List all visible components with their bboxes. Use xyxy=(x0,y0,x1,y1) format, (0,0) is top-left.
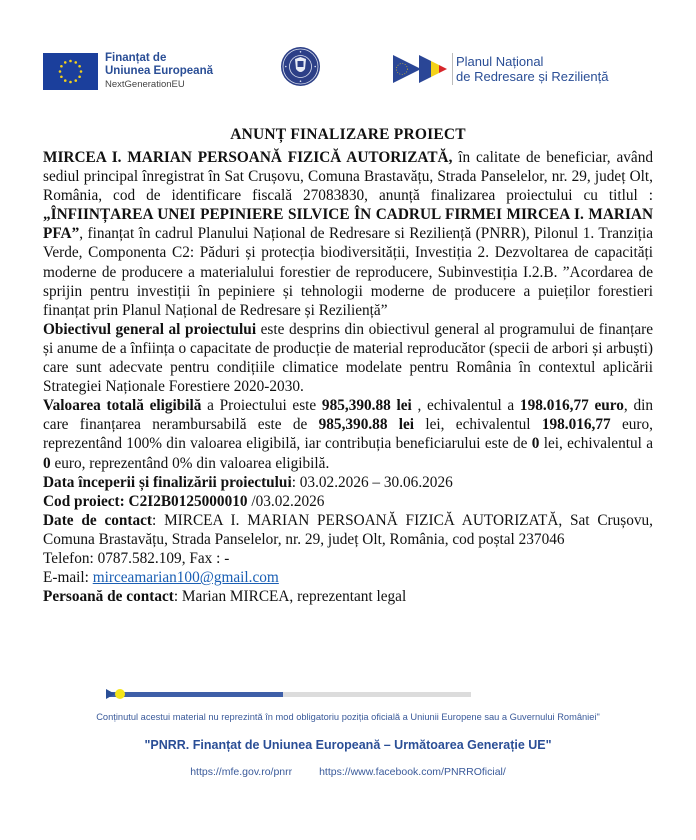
pnrr-logo xyxy=(393,53,608,85)
phone-line: Telefon: 0787.582.109, Fax : - xyxy=(43,549,230,567)
value-text: a Proiectului este xyxy=(201,397,322,415)
grant-value-lei: 985,390.88 lei xyxy=(318,416,415,434)
value-text: , echivalentul a xyxy=(411,397,520,415)
decorative-progress-bar xyxy=(108,692,471,697)
contribution-lei: 0 xyxy=(531,435,540,453)
eu-logo-text xyxy=(105,52,213,91)
objective-text: este desprins din obiectivul general al programului de finanțare și anume de a înființa o capacitate de producție de material reproducător (specii de arbori și arbuști) care sunt adecvate pentru condițiile climatice modelate pentru România în contextul aplicării Strategiei Naționale Forestiere 2020-2030. xyxy=(43,320,653,396)
contact-person-line xyxy=(43,587,653,606)
contact-person-value: : Marian MIRCEA, reprezentant legal xyxy=(173,588,407,606)
email-label: E-mail: xyxy=(43,569,93,587)
pnrr-logo-line2: de Redresare și Reziliență xyxy=(456,69,609,84)
facebook-link[interactable]: https://www.facebook.com/PNRROficial/ xyxy=(319,766,506,778)
value-label: Valoarea totală eligibilă xyxy=(43,397,202,415)
value-text: , din care finanțarea nerambursabilă este de xyxy=(43,397,653,434)
project-code-value: C2I2B0125000010 xyxy=(128,492,248,510)
eu-logo-line2: Uniunea Europeană xyxy=(105,65,213,77)
pnrr-logo-divider xyxy=(452,53,453,85)
guvernul-romaniei-seal-icon xyxy=(281,47,320,86)
contact-person-label: Persoană de contact xyxy=(43,588,174,606)
objective-paragraph xyxy=(43,320,653,396)
grant-value-euro: 198.016,77 xyxy=(541,416,611,434)
intro-text-1: în calitate de beneficiar, având sediul principal înregistrat în Sat Crușovu, Comuna Brastavățu, Strada Panselelor, nr. 29, județ Olt, România, cod de identificare fiscală 27083830, anunță finalizarea proiectului cu titlul : xyxy=(43,149,653,205)
value-text: lei, echivalentul a xyxy=(539,435,653,453)
dates-line xyxy=(43,473,653,492)
total-value-lei: 985,390.88 lei xyxy=(321,397,412,415)
contact-details xyxy=(43,511,653,549)
project-code-date: /03.02.2026 xyxy=(247,492,325,510)
mfe-link[interactable]: https://mfe.gov.ro/pnrr xyxy=(190,766,293,778)
value-text: euro, reprezentând 100% din valoarea eligibilă, iar contribuția beneficiarului este de xyxy=(43,416,653,453)
value-paragraph xyxy=(43,396,653,472)
footer-links xyxy=(0,766,696,778)
beneficiary-name: MIRCEA I. MARIAN PERSOANĂ FIZICĂ AUTORIZATĂ, xyxy=(43,149,453,166)
pnrr-arrows-icon xyxy=(393,53,450,85)
project-code-separator: : xyxy=(119,492,129,510)
header-logos xyxy=(0,0,696,115)
eu-funding-logo xyxy=(43,52,213,91)
email-line xyxy=(43,568,653,587)
contact-address: : MIRCEA I. MARIAN PERSOANĂ FIZICĂ AUTORIZATĂ, Sat Crușovu, Comuna Brastavățu, Strada Panselelor, nr. 29, județ Olt, România, cod poștal 237046 xyxy=(43,511,653,548)
disclaimer-text: Conținutul acestui material nu reprezintă în mod obligatoriu poziția oficială a Uniunii Europene sau a Guvernului României" xyxy=(96,712,600,722)
pnrr-logo-line1: Planul Național xyxy=(456,54,544,69)
announcement-body xyxy=(43,126,653,606)
page-title: ANUNȚ FINALIZARE PROIECT xyxy=(230,126,466,143)
total-value-euro: 198.016,77 euro xyxy=(519,397,624,415)
project-title: „ÎNFIINȚAREA UNEI PEPINIERE SILVICE ÎN CADRUL FIRMEI MIRCEA I. MARIAN PFA” xyxy=(43,206,653,243)
dates-label: Data începerii și finalizării proiectului xyxy=(43,473,292,491)
project-code-label: Cod proiect xyxy=(43,492,120,510)
email-link[interactable]: mirceamarian100@gmail.com xyxy=(92,569,279,587)
dates-value: : 03.02.2026 – 30.06.2026 xyxy=(291,473,453,491)
contact-label: Date de contact xyxy=(43,511,153,529)
eu-logo-line1: Finanțat de xyxy=(105,52,167,64)
pnrr-slogan: "PNRR. Finanțat de Uniunea Europeană – Următoarea Generație UE" xyxy=(144,738,552,752)
objective-label: Obiectivul general al proiectului xyxy=(43,320,257,338)
eu-flag-icon xyxy=(43,53,98,90)
pnrr-logo-text xyxy=(456,54,608,84)
project-code-line xyxy=(43,492,653,511)
value-text: lei, echivalentul xyxy=(414,416,542,434)
contribution-euro: 0 xyxy=(43,454,51,472)
eu-logo-line3: NextGenerationEU xyxy=(105,79,185,90)
intro-paragraph xyxy=(43,148,653,320)
value-text: euro, reprezentând 0% din valoarea eligibilă. xyxy=(50,454,330,472)
yellow-dot-icon xyxy=(115,689,125,699)
arrow-icon xyxy=(106,689,115,699)
intro-text-2: , finanțat în cadrul Planului Național de Redresare si Reziliență (PNRR), Pilonul 1. Tranziția Verde, Componenta C2: Păduri și protecția biodiversității, Investiția 2. Dezvoltarea de capacități moderne de producere a materialului forestier de reproducere, Subinvestiția I.2.B. ”Acordarea de sprijin pentru investiții în pepiniere și tehnologii moderne de producere a puieților forestieri finanțat prin Planul Național de Redresare și Reziliență” xyxy=(43,225,653,319)
progress-bar-fill xyxy=(108,692,283,697)
